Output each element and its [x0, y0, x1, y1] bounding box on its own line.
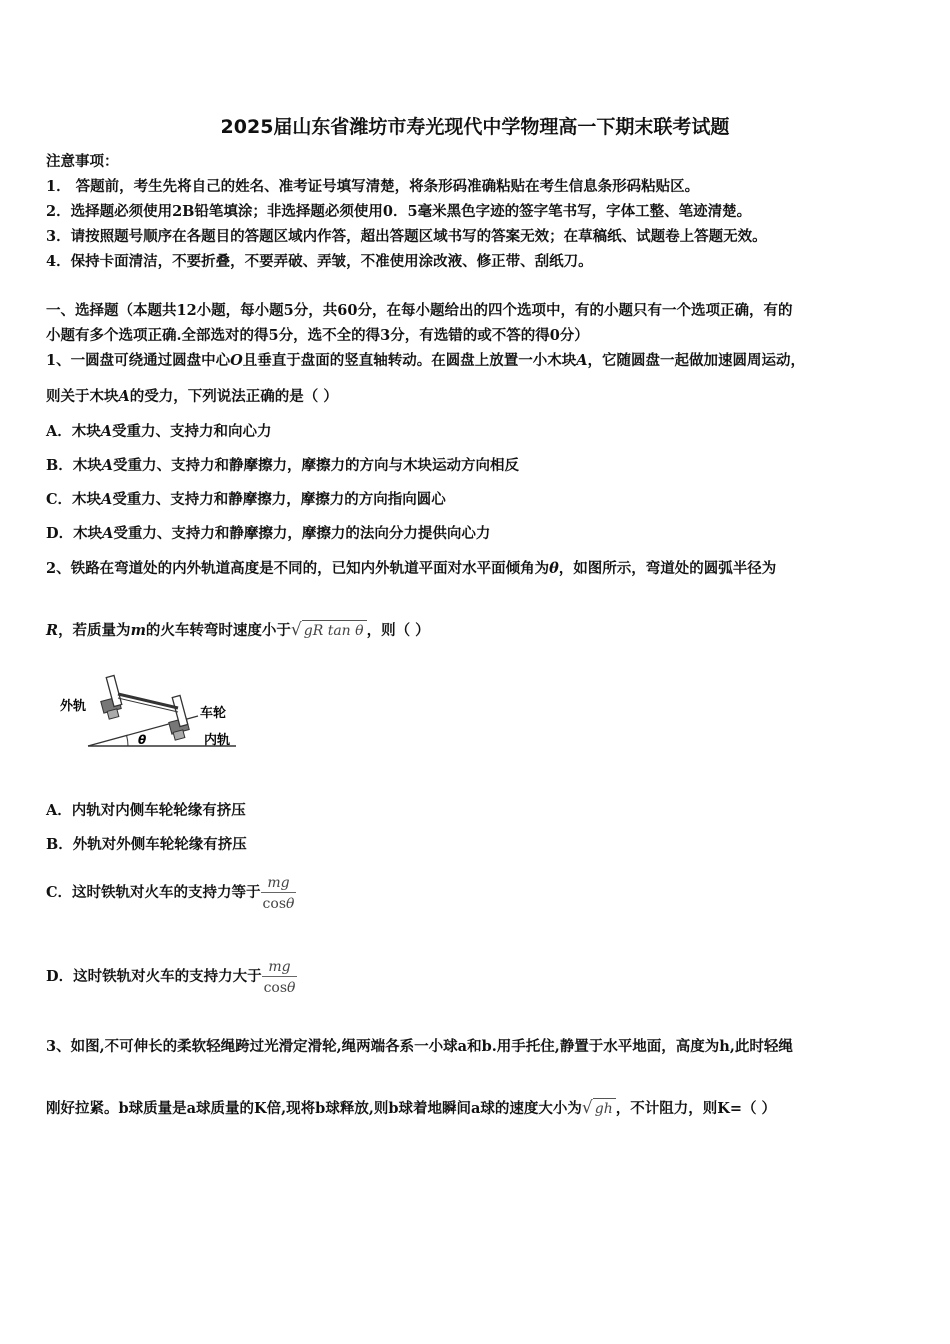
- q1-option-b: B．木块A受重力、支持力和静摩擦力，摩擦力的方向与木块运动方向相反: [46, 457, 520, 474]
- inner-rail-label: 内轨: [204, 733, 231, 748]
- notice-heading: 注意事项：: [46, 153, 119, 170]
- notice-item-1: 1． 答题前，考生先将自己的姓名、准考证号填写清楚，将条形码准确粘贴在考生信息条形码粘贴区。: [46, 178, 700, 195]
- angle-theta-label: θ: [138, 733, 147, 747]
- notice-item-4: 4．保持卡面清洁，不要折叠，不要弄破、弄皱，不准使用涂改液、修正带、刮纸刀。: [46, 253, 593, 270]
- section-header-line-2: 小题有多个选项正确.全部选对的得5分，选不全的得3分，有选错的或不答的得0分）: [46, 327, 589, 344]
- outer-rail-label: 外轨: [60, 699, 87, 714]
- q2-option-c: C．这时铁轨对火车的支持力等于 $\frac{mg}{\cos\theta}$: [46, 874, 295, 912]
- q1-stem-line-1: 1、一圆盘可绕通过圆盘中心O且垂直于盘面的竖直轴转动。在圆盘上放置一小木块A，它随圆盘一起做加速圆周运动，: [46, 352, 805, 369]
- q3-stem-line-1: 3、如图,不可伸长的柔软轻绳跨过光滑定滑轮,绳两端各系一小球a和b.用手托住,静置于水平地面，高度为h,此时轻绳: [46, 1038, 793, 1055]
- fraction-mg-over-cos-theta-d: $\frac{mg}{\cos\theta}$: [263, 958, 296, 996]
- notice-item-2: 2．选择题必须使用2B铅笔填涂；非选择题必须使用0．5毫米黑色字迹的签字笔书写，字体工整、笔迹清楚。: [46, 203, 752, 220]
- q3-stem-line-2: 刚好拉紧。b球质量是a球质量的K倍,现将b球释放,则b球着地瞬间a球的速度大小为√ gh ，不计阻力，则K=（ ）: [46, 1098, 777, 1118]
- notice-item-3: 3．请按照题号顺序在各题目的答题区域内作答，超出答题区域书写的答案无效；在草稿纸、试题卷上答题无效。: [46, 228, 767, 245]
- fraction-mg-over-cos-theta: $\frac{mg}{\cos\theta}$: [262, 874, 295, 912]
- q2-stem-line-1: 2、铁路在弯道处的内外轨道高度是不同的，已知内外轨道平面对水平面倾角为θ，如图所示，弯道处的圆弧半径为: [46, 560, 777, 577]
- exam-title: 2025届山东省潍坊市寿光现代中学物理高一下期末联考试题: [220, 116, 730, 138]
- q1-option-a: A．木块A受重力、支持力和向心力: [46, 423, 272, 440]
- wheel-axle: [118, 694, 178, 708]
- q1-option-c: C．木块A受重力、支持力和静摩擦力，摩擦力的方向指向圆心: [46, 491, 446, 508]
- wheel-label: 车轮: [200, 706, 227, 721]
- q1-stem-line-2: 则关于木块A的受力，下列说法正确的是（ ）: [46, 388, 338, 405]
- q1-option-d: D．木块A受重力、支持力和静摩擦力，摩擦力的法向分力提供向心力: [46, 525, 491, 542]
- q2-stem-line-2: R，若质量为m的火车转弯时速度小于√ gR tan θ ，则（ ）: [46, 620, 430, 640]
- q2-option-a: A．内轨对内侧车轮轮缘有挤压: [46, 802, 246, 819]
- q2-option-b: B．外轨对外侧车轮轮缘有挤压: [46, 836, 247, 853]
- railway-track-diagram: [58, 668, 248, 750]
- section-header-line-1: 一、选择题（本题共12小题，每小题5分，共60分，在每小题给出的四个选项中，有的小题只有一个选项正确，有的: [46, 302, 793, 319]
- sqrt-gr-tan-theta: √ gR tan θ: [291, 620, 367, 641]
- sqrt-gh: √ gh: [582, 1098, 616, 1119]
- q2-option-d: D．这时铁轨对火车的支持力大于 $\frac{mg}{\cos\theta}$: [46, 958, 296, 996]
